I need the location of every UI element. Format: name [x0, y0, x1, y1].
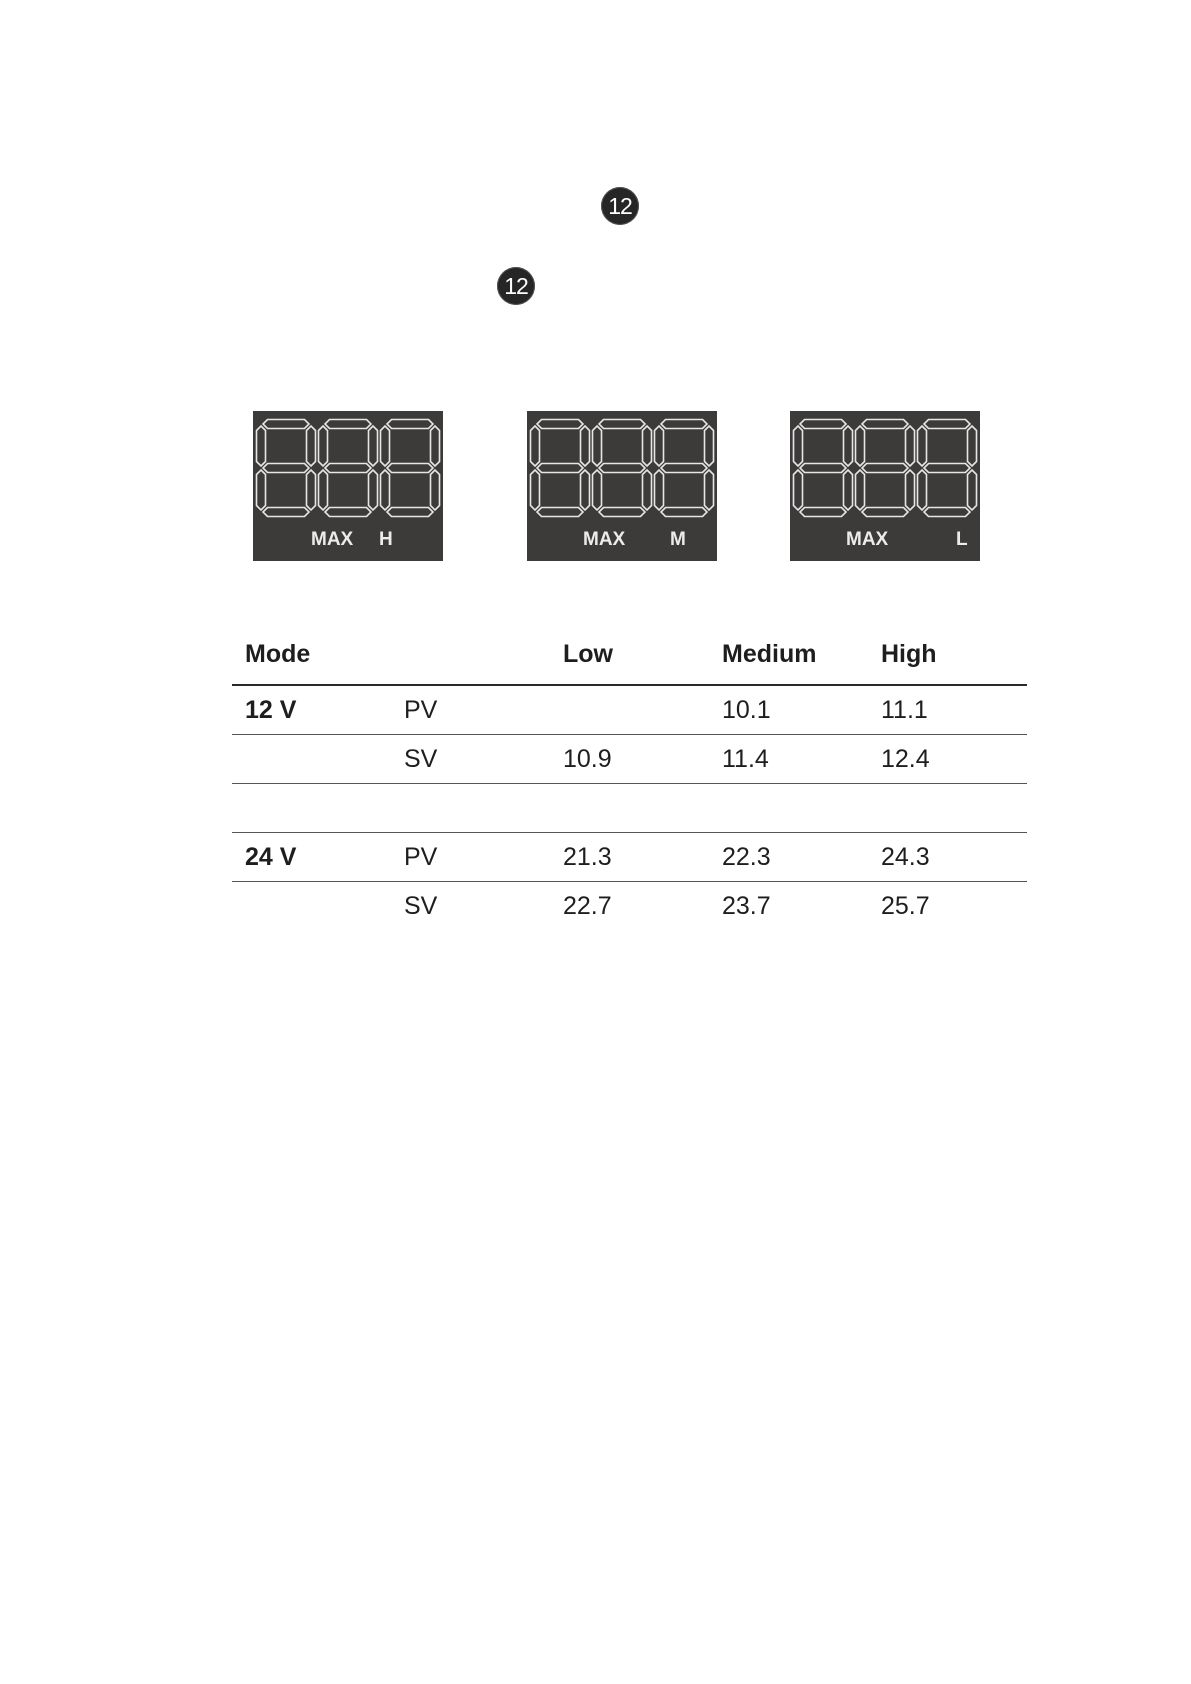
level-indicator: H [379, 529, 393, 550]
cell-mode [232, 784, 391, 833]
cell-medium [709, 784, 868, 833]
digit-segment [856, 426, 865, 466]
cell-mode [232, 882, 391, 931]
digit-segment [599, 420, 645, 429]
table-header-row [232, 640, 1027, 685]
digit-segment [537, 464, 583, 473]
digit-segment [431, 426, 440, 466]
digit-segment [263, 464, 309, 473]
digit-segment [263, 420, 309, 429]
digit-segment [307, 426, 316, 466]
digit-segment [325, 420, 371, 429]
digit-segment [800, 508, 846, 517]
seven-segment-digits-icon [790, 411, 980, 521]
max-indicator: MAX [846, 529, 889, 550]
cell-low: 21.3 [550, 833, 709, 882]
digit-segment [862, 464, 908, 473]
level-indicator: L [956, 529, 968, 550]
voltage-mode-table [232, 640, 1027, 930]
header-high: High [868, 640, 1027, 685]
digit-segment [319, 470, 328, 510]
digit-segment [319, 426, 328, 466]
cell-type: SV [404, 891, 438, 920]
table-row [232, 882, 1027, 931]
digit-segment [387, 464, 433, 473]
digit-segment [862, 420, 908, 429]
digit-segment [431, 470, 440, 510]
header-mode: Mode [232, 640, 391, 685]
digit-segment [661, 420, 707, 429]
display-max-medium [527, 411, 717, 561]
digit-segment [263, 508, 309, 517]
cell-medium: 23.7 [722, 891, 771, 920]
digit-segment [844, 470, 853, 510]
digit-segment [381, 426, 390, 466]
digit-segment [924, 508, 970, 517]
digit-segment [643, 470, 652, 510]
cell-high: 24.3 [868, 833, 1027, 882]
digit-segment [593, 470, 602, 510]
digit-segment [643, 426, 652, 466]
digit-segment [856, 470, 865, 510]
digit-segment [661, 508, 707, 517]
digit-segment [531, 470, 540, 510]
table-row [232, 833, 1027, 882]
header-blank [391, 640, 550, 685]
digit-segment [325, 464, 371, 473]
seven-segment-digits-icon [527, 411, 717, 521]
digit-segment [531, 426, 540, 466]
digit-segment [918, 470, 927, 510]
callout-badge-12: 12 [601, 187, 639, 225]
seven-segment-digits-icon [253, 411, 443, 521]
max-indicator: MAX [583, 529, 626, 550]
digit-segment [705, 426, 714, 466]
digit-segment [325, 508, 371, 517]
cell-mode: 12 V [232, 685, 391, 735]
digit-segment [655, 470, 664, 510]
digit-segment [655, 426, 664, 466]
digit-segment [599, 464, 645, 473]
digit-segment [307, 470, 316, 510]
digit-segment [369, 470, 378, 510]
digit-segment [968, 426, 977, 466]
cell-type: SV [391, 735, 550, 784]
max-indicator: MAX [311, 529, 354, 550]
digit-segment [257, 470, 266, 510]
cell-high: 11.1 [868, 685, 1027, 735]
cell-high: 12.4 [868, 735, 1027, 784]
cell-medium: 10.1 [709, 685, 868, 735]
table-row [232, 735, 1027, 784]
digit-segment [581, 470, 590, 510]
digit-segment [800, 464, 846, 473]
cell-medium: 11.4 [709, 735, 868, 784]
cell-low: 10.9 [550, 735, 709, 784]
digit-segment [257, 426, 266, 466]
digit-segment [906, 426, 915, 466]
digit-segment [537, 508, 583, 517]
digit-segment [844, 426, 853, 466]
digit-segment [599, 508, 645, 517]
cell-low [550, 685, 709, 735]
digit-segment [705, 470, 714, 510]
cell-type: PV [391, 833, 550, 882]
cell-type: PV [391, 685, 550, 735]
table-row [232, 685, 1027, 735]
digit-segment [794, 426, 803, 466]
cell-mode: 24 V [232, 833, 391, 882]
cell-high: 25.7 [881, 891, 930, 920]
digit-segment [794, 470, 803, 510]
cell-high [868, 784, 1027, 833]
digit-segment [924, 420, 970, 429]
cell-medium: 22.3 [709, 833, 868, 882]
digit-segment [593, 426, 602, 466]
digit-segment [918, 426, 927, 466]
callout-badge-12: 12 [497, 267, 535, 305]
level-indicator: M [670, 529, 686, 550]
display-max-high [253, 411, 443, 561]
digit-segment [369, 426, 378, 466]
digit-segment [537, 420, 583, 429]
digit-segment [924, 464, 970, 473]
digit-segment [661, 464, 707, 473]
digit-segment [581, 426, 590, 466]
digit-segment [387, 420, 433, 429]
digit-segment [968, 470, 977, 510]
display-max-low [790, 411, 980, 561]
digit-segment [387, 508, 433, 517]
header-low: Low [550, 640, 709, 685]
cell-mode [232, 735, 391, 784]
cell-low: 22.7 [563, 891, 612, 920]
header-medium: Medium [709, 640, 868, 685]
cell-type [391, 784, 550, 833]
table-row [232, 784, 1027, 833]
digit-segment [906, 470, 915, 510]
digit-segment [862, 508, 908, 517]
digit-segment [381, 470, 390, 510]
cell-low [550, 784, 709, 833]
digit-segment [800, 420, 846, 429]
